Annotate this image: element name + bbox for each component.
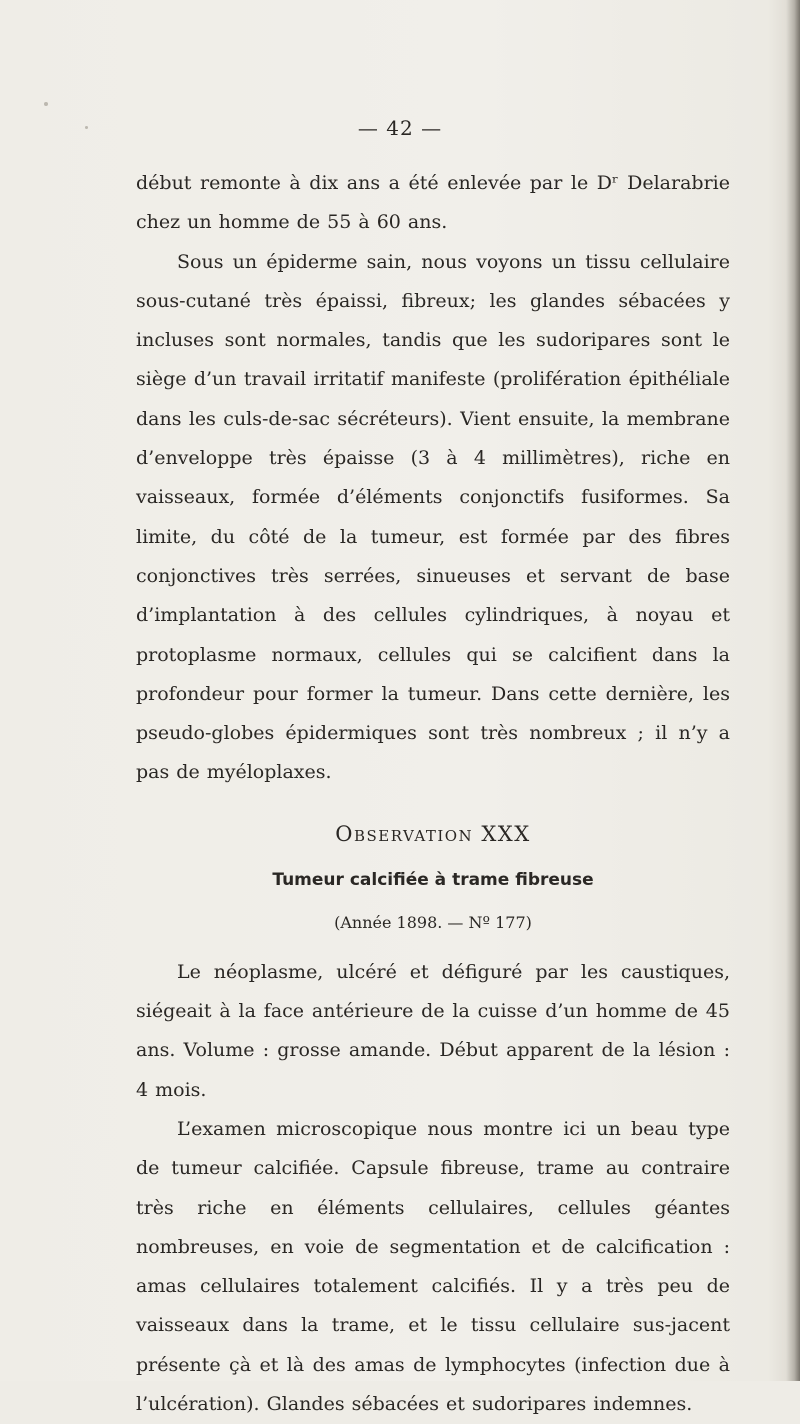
paragraph-histology: Sous un épiderme sain, nous voyons un tissu cellulaire sous-cutané très épaissi, fibreux; les glandes sébacées y incluses sont normales, tandis que les sudoripares sont le siège d’un travail irritatif manifeste (prolifération épithéliale dans les culs-de-sac sécréteurs). Vient ensuite, la membrane d’enveloppe très épaisse (3 à 4 millimètres), riche en vaisseaux, formée d’éléments conjonctifs fusiformes. Sa limite, du côté de la tumeur, est formée par des fibres conjonctives très serrées, sinueuses et servant de base d’implantation à des cellules cylindriques, à noyau et protoplasme normaux, cellules qui se calcifient dans la profondeur pour former la tumeur. Dans cette dernière, les pseudo-globes épidermiques sont très nombreux ; il n’y a pas de myéloplaxes. (136, 250, 730, 784)
observation-title: Observation XXX (335, 821, 531, 846)
observation-date: (Année 1898. — Nº 177) (334, 912, 532, 932)
body-text (136, 164, 730, 1424)
page-edge-shadow (786, 0, 800, 1381)
paper-speck (44, 102, 48, 106)
page-number: — 42 — (357, 116, 443, 140)
paragraph-microscopy: L’examen microscopique nous montre ici un beau type de tumeur calcifiée. Capsule fibreuse, trame au contraire très riche en éléments cellulaires, cellules géantes nombreuses, en voie de segmentation et de calcification : amas cellulaires totalement calcifiés. Il y a très peu de vaisseaux dans la trame, et le tissu cellulaire sus-jacent présente çà et là des amas de lymphocytes (infection due à l’ulcération). Glandes sébacées et sudoripares indemnes. (136, 1117, 730, 1416)
observation-subtitle: Tumeur calcifiée à trame fibreuse (272, 869, 594, 890)
paragraph-continuation: début remonte à dix ans a été enlevée par le Dʳ Delarabrie chez un homme de 55 à 60 ans. (136, 172, 730, 234)
paragraph-clinical: Le néoplasme, ulcéré et défiguré par les caustiques, siégeait à la face antérieure de la cuisse d’un homme de 45 ans. Volume : grosse amande. Début apparent de la lésion : 4 mois. (136, 960, 730, 1101)
